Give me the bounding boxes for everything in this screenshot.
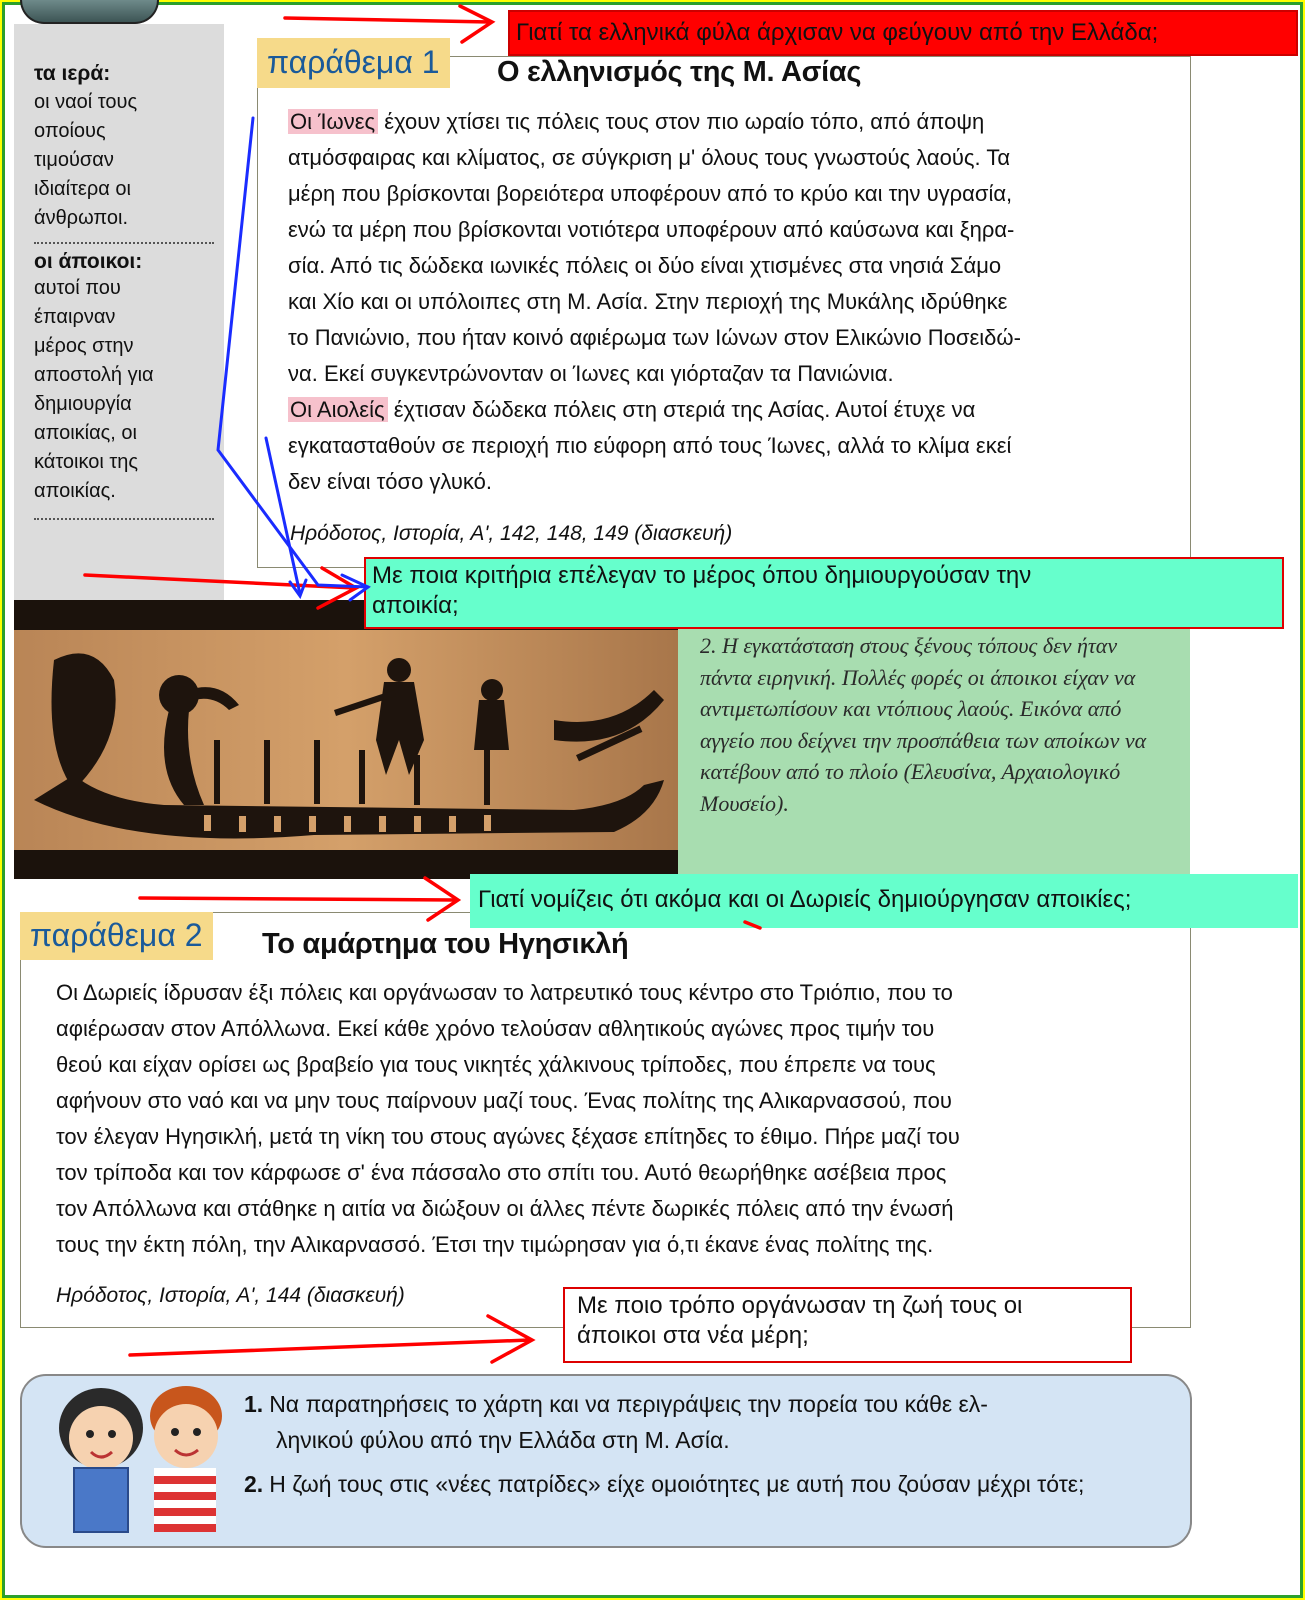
glossary-term: τα ιερά: [34,62,111,85]
glossary-sidebar [14,24,224,600]
task-1: 1. Να παρατηρήσεις το χάρτη και να περιγράψεις την πορεία του κάθε ελ- ληνικού φύλου από την Ελλάδα στη Μ. Ασία. [244,1391,988,1453]
glossary-definition: αυτοί που έπαιρναν μέρος στην αποστολή για δημιουργία αποικίας, οι κάτοικοι της αποικίας. [34,277,154,502]
glossary-term: οι άποικοι: [34,250,143,273]
excerpt-1-tag: παράθεμα 1 [257,38,450,88]
excerpt-2-tag: παράθεμα 2 [20,912,213,960]
vase-painting-image [14,600,678,879]
excerpt-2-text: Οι Δωριείς ίδρυσαν έξι πόλεις και οργάνωσαν το λατρευτικό τους κέντρο στο Τριόπιο, που το αφιέρωσαν στον Απόλλωνα. Εκεί κάθε χρόνο τελούσαν αθλητικούς αγώνες προς τιμήν του θεού και είχαν ορίσει ως βραβείο για τους νικητές χάλκινους τρίποδες, που έπρεπε να τους αφήνουν στο ναό και να μην τους παίρνουν μαζί τους. Ένας πολίτης της Αλικαρνασσού, που τον έλεγαν Ηγησικλή, μετά τη νίκη του στους αγώνες ξέχασε επίτηδες το έθιμο. Πήρε μαζί του τον τρίποδα και τον κάρφωσε σ' ένα πάσσαλο στο σπίτι του. Αυτό θεωρήθηκε ασέβεια προς τον Απόλλωνα και στάθηκε η αιτία να διώξουν οι άλλες πέντε δωρικές πόλεις από την ένωσή τους την έκτη πόλη, την Αλικαρνασσό. Έτσι την τιμώρησαν για ό,τι έκανε ένας πολίτης της. [56,980,960,1257]
children-illustration [36,1368,246,1538]
excerpt-1-source: Ηρόδοτος, Ιστορία, Α', 142, 148, 149 (διασκευή) [290,522,733,545]
question-1: Γιατί τα ελληνικά φύλα άρχισαν να φεύγουν από την Ελλάδα; [508,10,1298,56]
question-2: Με ποια κριτήρια επέλεγαν το μέρος όπου δημιουργούσαν την αποικία; [364,557,1284,629]
highlight-aeolians: Οι Αιολείς [288,397,388,422]
figure-caption-panel [678,600,1190,879]
question-4: Με ποιο τρόπο οργάνωσαν τη ζωή τους οι άποικοι στα νέα μέρη; [563,1287,1132,1363]
excerpt-2-source: Ηρόδοτος, Ιστορία, Α', 144 (διασκευή) [56,1284,405,1307]
tasks-box [20,1374,1192,1548]
divider [34,518,214,520]
excerpt-1-text: Οι Ίωνες έχουν χτίσει τις πόλεις τους στον πιο ωραίο τόπο, από άποψη ατμόσφαιρας και κλίματος, σε σύγκριση μ' όλους τους γνωστούς λαούς. Τα μέρη που βρίσκονται βορειότερα υποφέρουν από το κρύο και την υγρασία, ενώ τα μέρη που βρίσκονται νοτιότερα υποφέρουν από καύσωνα και ξηρα- σία. Από τις δώδεκα ιωνικές πόλεις οι δύο είναι χτισμένες στα νησιά Σάμο και Χίο και οι υπόλοιπες στη Μ. Ασία. Στην περιοχή της Μυκάλης ιδρύθηκε το Πανιώνιο, που ήταν κοινό αφιέρωμα των Ιώνων στον Ελικώνιο Ποσειδώ- να. Εκεί συγκεντρώνονταν οι Ίωνες και γιόρταζαν τα Πανιώνια. Οι Αιολείς έχτισαν δώδεκα πόλεις στη στεριά της Ασίας. Αυτοί έτυχε να εγκατασταθούν σε περιοχή πιο εύφορη από τους Ίωνες, αλλά το κλίμα εκεί δεν είναι τόσο γλυκό. [288,109,1021,494]
task-2: 2. Η ζωή τους στις «νέες πατρίδες» είχε ομοιότητες με αυτή που ζούσαν μέχρι τότε; [244,1471,1085,1497]
excerpt-1-title: Ο ελληνισμός της Μ. Ασίας [497,56,862,88]
glossary-definition: οι ναοί τους οποίους τιμούσαν ιδιαίτερα οι άνθρωποι. [34,91,138,229]
stone-illustration [20,0,159,24]
divider [34,242,214,244]
question-3: Γιατί νομίζεις ότι ακόμα και οι Δωριείς δημιούργησαν αποικίες; [470,874,1298,928]
figure-caption: 2. Η εγκατάσταση στους ξένους τόπους δεν ήταν πάντα ειρηνική. Πολλές φορές οι άποικοι είχαν να αντιμετωπίσουν και ντόπιους λαούς. Εικόνα από αγγείο που δείχνει την προσπάθεια των αποίκων να κατέβουν από το πλοίο (Ελευσίνα, Αρχαιολογικό Μουσείο). [700,633,1147,816]
excerpt-2-title: Το αμάρτημα του Ηγησικλή [262,928,629,960]
highlight-ionians: Οι Ίωνες [288,109,378,134]
